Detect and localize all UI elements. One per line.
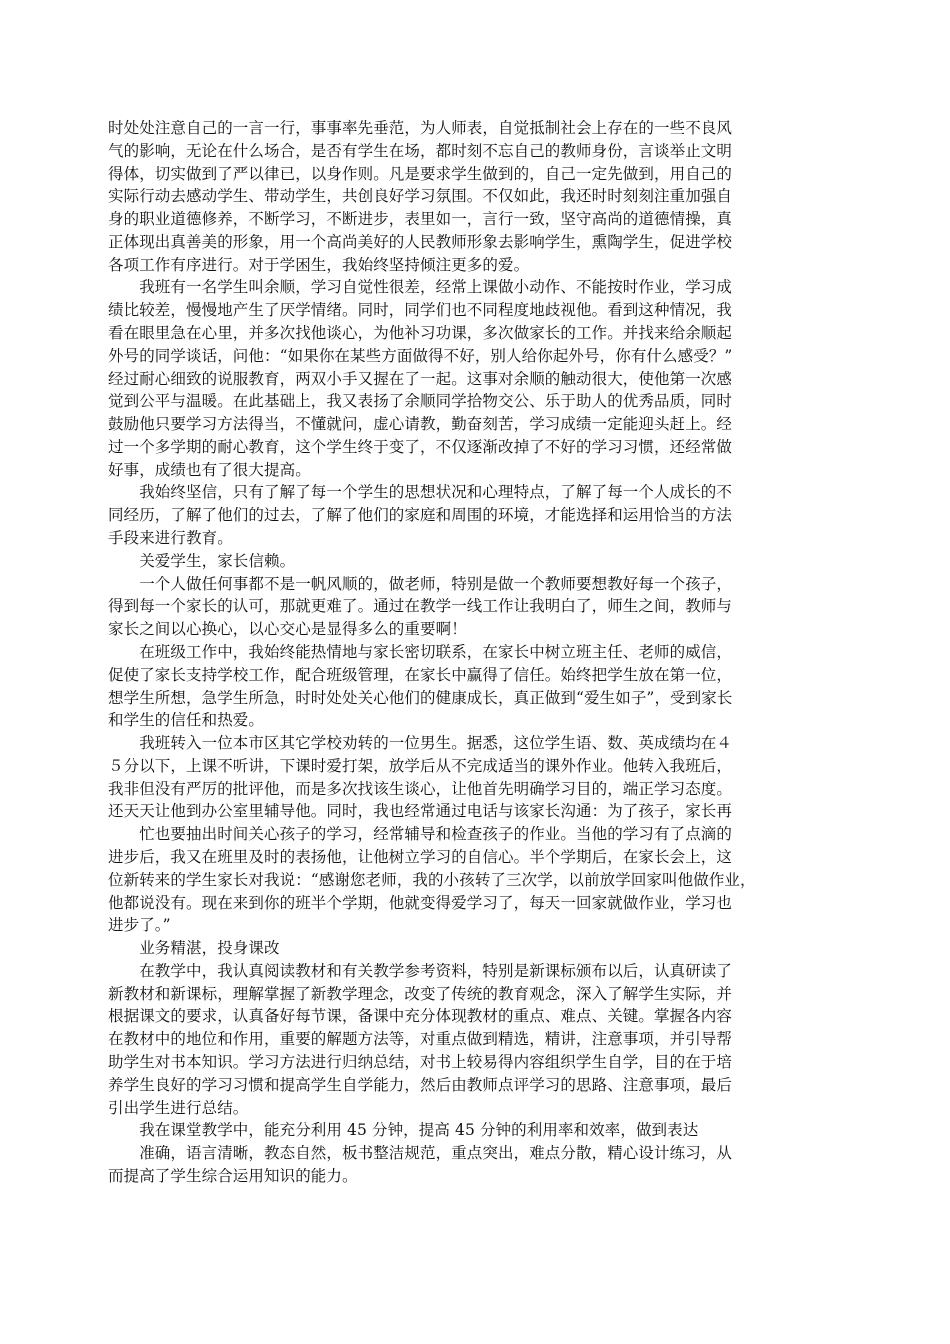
text-line: 我班有一名学生叫余顺，学习自觉性很差，经常上课做小动作、不能按时作业，学习成 xyxy=(108,278,733,297)
text-line: 绩比较差，慢慢地产生了厌学情绪。同时，同学们也不同程度地歧视他。看到这种情况，我 xyxy=(108,301,733,320)
text-line: 位新转来的学生家长对我说：“感谢您老师，我的小孩转了三次学，以前放学回家叫他做作业， xyxy=(108,870,756,889)
text-line: 根据课文的要求，认真备好每节课，备课中充分体现教材的重点、难点、关键。掌握各内容 xyxy=(108,1007,733,1026)
text-line: 好事，成绩也有了很大提高。 xyxy=(108,460,311,479)
text-line: 我在课堂教学中，能充分利用 45 分钟，提高 45 分钟的利用率和效率，做到表达 xyxy=(108,1121,699,1140)
text-line: 业务精湛，投身课改 xyxy=(108,939,280,958)
text-line: 还天天让他到办公室里辅导他。同时，我也经常通过电话与该家长沟通：为了孩子，家长再 xyxy=(108,802,733,821)
text-line: 引出学生进行总结。 xyxy=(108,1098,249,1117)
text-line: 各项工作有序进行。对于学困生，我始终坚持倾注更多的爱。 xyxy=(108,255,530,274)
text-line: 同经历，了解了他们的过去，了解了他们的家庭和周围的环境，才能选择和运用恰当的方法 xyxy=(108,506,733,525)
text-line: 时处处注意自己的一言一行，事事率先垂范，为人师表，自觉抵制社会上存在的一些不良风 xyxy=(108,119,733,137)
text-line: 在教学中，我认真阅读教材和有关教学参考资料，特别是新课标颁布以后，认真研读了 xyxy=(108,961,733,980)
text-line: 助学生对书本知识。学习方法进行归纳总结，对书上较易得内容组织学生自学，目的在于培 xyxy=(108,1052,733,1071)
text-line: 忙也要抽出时间关心孩子的学习，经常辅导和检查孩子的作业。当他的学习有了点滴的 xyxy=(108,825,733,844)
text-line: 气的影响，无论在什么场合，是否有学生在场，都时刻不忘自己的教师身份，言谈举止文明 xyxy=(108,141,733,160)
text-line: 看在眼里急在心里，并多次找他谈心，为他补习功课，多次做家长的工作。并找来给余顺起 xyxy=(108,324,733,343)
text-line: 和学生的信任和热爱。 xyxy=(108,711,265,730)
text-line: 家长之间以心换心，以心交心是显得多么的重要啊！ xyxy=(108,620,467,639)
text-line: 觉到公平与温暖。在此基础上，我又表扬了余顺同学拾物交公、乐于助人的优秀品质，同时 xyxy=(108,392,733,411)
text-line: 我班转入一位本市区其它学校劝转的一位男生。据悉，这位学生语、数、英成绩均在４ xyxy=(108,734,733,753)
text-line: 经过耐心细致的说服教育，两双小手又握在了一起。这事对余顺的触动很大，使他第一次感 xyxy=(108,369,733,388)
text-line: 我始终坚信，只有了解了每一个学生的思想状况和心理特点，了解了每一个人成长的不 xyxy=(108,483,733,502)
text-line: 正体现出真善美的形象，用一个高尚美好的人民教师形象去影响学生，熏陶学生，促进学校 xyxy=(108,232,733,251)
text-line: 在班级工作中，我始终能热情地与家长密切联系，在家长中树立班主任、老师的威信， xyxy=(108,642,733,661)
text-line: 得体，切实做到了严以律已，以身作则。凡是要求学生做到的，自己一定先做到，用自己的 xyxy=(108,164,733,183)
text-line: 一个人做任何事都不是一帆风顺的，做老师，特别是做一个教师要想教好每一个孩子， xyxy=(108,574,733,593)
text-line: 而提高了学生综合运用知识的能力。 xyxy=(108,1166,358,1185)
text-line: 在教材中的地位和作用，重要的解题方法等，对重点做到精选，精讲，注意事项，并引导帮 xyxy=(108,1030,733,1049)
text-line: 鼓励他只要学习方法得当，不懂就问，虚心请教，勤奋刻苦，学习成绩一定能迎头赶上。经 xyxy=(108,415,733,434)
text-line: 过一个多学期的耐心教育，这个学生终于变了，不仅逐渐改掉了不好的学习习惯，还经常做 xyxy=(108,437,733,456)
text-line: 想学生所想，急学生所急，时时处处关心他们的健康成长，真正做到“爱生如子”，受到家长 xyxy=(108,688,733,707)
text-line: 我非但没有严厉的批评他，而是多次找该生谈心，让他首先明确学习目的，端正学习态度。 xyxy=(108,779,733,798)
text-line: 得到每一个家长的认可，那就更难了。通过在教学一线工作让我明白了，师生之间，教师与 xyxy=(108,597,733,616)
text-line: 养学生良好的学习习惯和提高学生自学能力，然后由教师点评学习的思路、注意事项，最后 xyxy=(108,1075,733,1094)
text-line: 新教材和新课标，理解掌握了新教学理念，改变了传统的教育观念，深入了解学生实际，并 xyxy=(108,984,733,1003)
text-line: 促使了家长支持学校工作，配合班级管理，在家长中赢得了信任。始终把学生放在第一位， xyxy=(108,665,733,684)
text-line: 身的职业道德修养，不断学习，不断进步，表里如一，言行一致，坚守高尚的道德情操，真 xyxy=(108,210,733,229)
text-line: 进步了。” xyxy=(108,916,171,935)
text-line: 准确，语言清晰，教态自然，板书整洁规范，重点突出，难点分散，精心设计练习，从 xyxy=(108,1144,733,1163)
text-line: 进步后，我又在班里及时的表扬他，让他树立学习的自信心。半个学期后，在家长会上，这 xyxy=(108,847,733,866)
text-line: 手段来进行教育。 xyxy=(108,529,233,548)
text-line: 外号的同学谈话，问他：“如果你在某些方面做得不好，别人给你起外号，你有什么感受？” xyxy=(108,346,733,365)
text-line: 实际行动去感动学生、带动学生，共创良好学习氛围。不仅如此，我还时时刻刻注重加强自 xyxy=(108,187,733,206)
text-line: 他都说没有。现在来到你的班半个学期，他就变得爱学习了，每天一回家就做作业，学习也 xyxy=(108,893,733,912)
text-line: ５分以下，上课不听讲，下课时爱打架，放学后从不完成适当的课外作业。他转入我班后， xyxy=(108,756,733,775)
text-line: 关爱学生，家长信赖。 xyxy=(108,551,296,570)
